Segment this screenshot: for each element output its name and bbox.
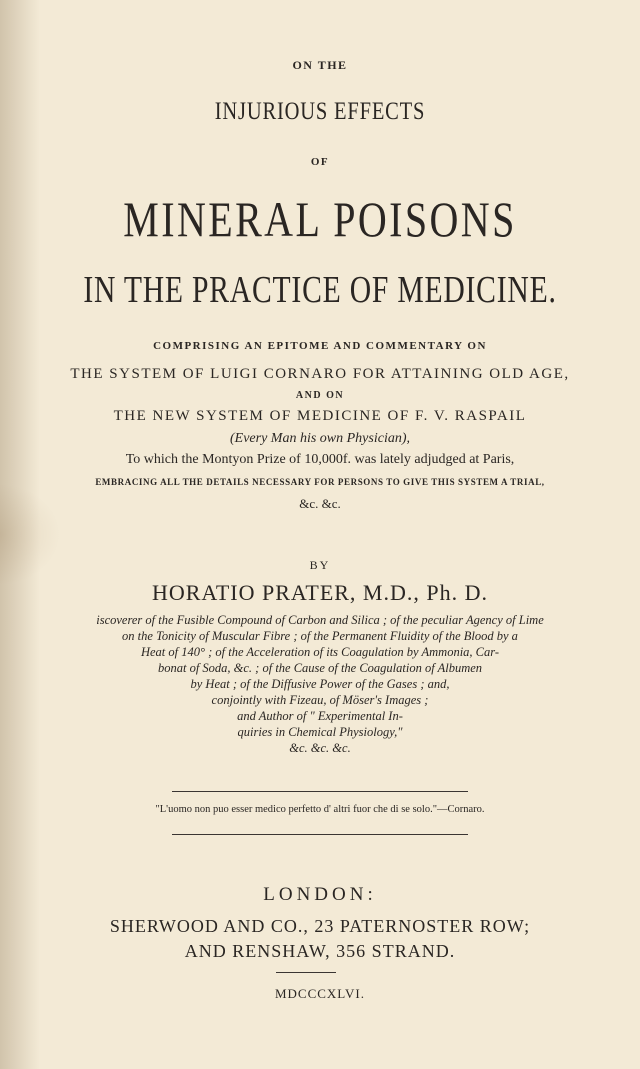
system-raspail: THE NEW SYSTEM OF MEDICINE OF F. V. RASPAIL	[113, 408, 527, 424]
by-line: BY	[309, 558, 331, 572]
line-mineral-poisons: MINERAL POISONS	[123, 191, 517, 247]
publisher-line-2: AND RENSHAW, 356 STRAND.	[184, 941, 456, 961]
epigraph-rule-bottom	[172, 834, 468, 835]
date-rule	[276, 972, 336, 973]
embracing-line: EMBRACING ALL THE DETAILS NECESSARY FOR PERSONS TO GIVE THIS SYSTEM A TRIAL,	[95, 477, 545, 487]
epigraph-rule-top	[172, 791, 468, 792]
line-practice-of-medicine: IN THE PRACTICE OF MEDICINE.	[83, 269, 557, 311]
line-of: OF	[310, 156, 330, 168]
credentials-line-1: iscoverer of the Fusible Compound of Carbon and Silica ; of the peculiar Agency of Lime	[96, 613, 544, 627]
author-name: HORATIO PRATER, M.D., Ph. D.	[151, 580, 489, 605]
prize-line: To which the Montyon Prize of 10,000f. was lately adjudged at Paris,	[125, 452, 515, 467]
credentials-line-9: &c. &c. &c.	[289, 741, 351, 755]
system-cornaro: THE SYSTEM OF LUIGI CORNARO FOR ATTAINING OLD AGE,	[70, 366, 570, 382]
every-man-line: (Every Man his own Physician),	[229, 431, 410, 446]
date-line: MDCCCXLVI.	[274, 986, 366, 1001]
credentials-line-8: quiries in Chemical Physiology,"	[237, 725, 403, 739]
etc-line: &c. &c.	[299, 496, 341, 511]
credentials-line-2: on the Tonicity of Muscular Fibre ; of the Permanent Fluidity of the Blood by a	[122, 629, 518, 643]
credentials-line-4: bonat of Soda, &c. ; of the Cause of the Coagulation of Albumen	[157, 661, 483, 675]
comprising-line: COMPRISING AN EPITOME AND COMMENTARY ON	[153, 340, 487, 352]
publisher-line-1: SHERWOOD AND CO., 23 PATERNOSTER ROW;	[109, 916, 531, 936]
credentials-line-6: conjointly with Fizeau, of Möser's Images ;	[211, 693, 429, 707]
london-line: LONDON:	[263, 884, 377, 905]
credentials-line-3: Heat of 140° ; of the Acceleration of its Coagulation by Ammonia, Car-	[140, 645, 500, 659]
line-injurious-effects: INJURIOUS EFFECTS	[214, 98, 426, 125]
line-on-the: ON THE	[292, 58, 348, 72]
and-on: AND ON	[295, 390, 345, 401]
epigraph: "L'uomo non puo esser medico perfetto d' altri fuor che di se solo."—Cornaro.	[155, 804, 485, 815]
credentials-line-7: and Author of " Experimental In-	[237, 709, 403, 723]
credentials-line-5: by Heat ; of the Diffusive Power of the Gases ; and,	[190, 677, 450, 691]
